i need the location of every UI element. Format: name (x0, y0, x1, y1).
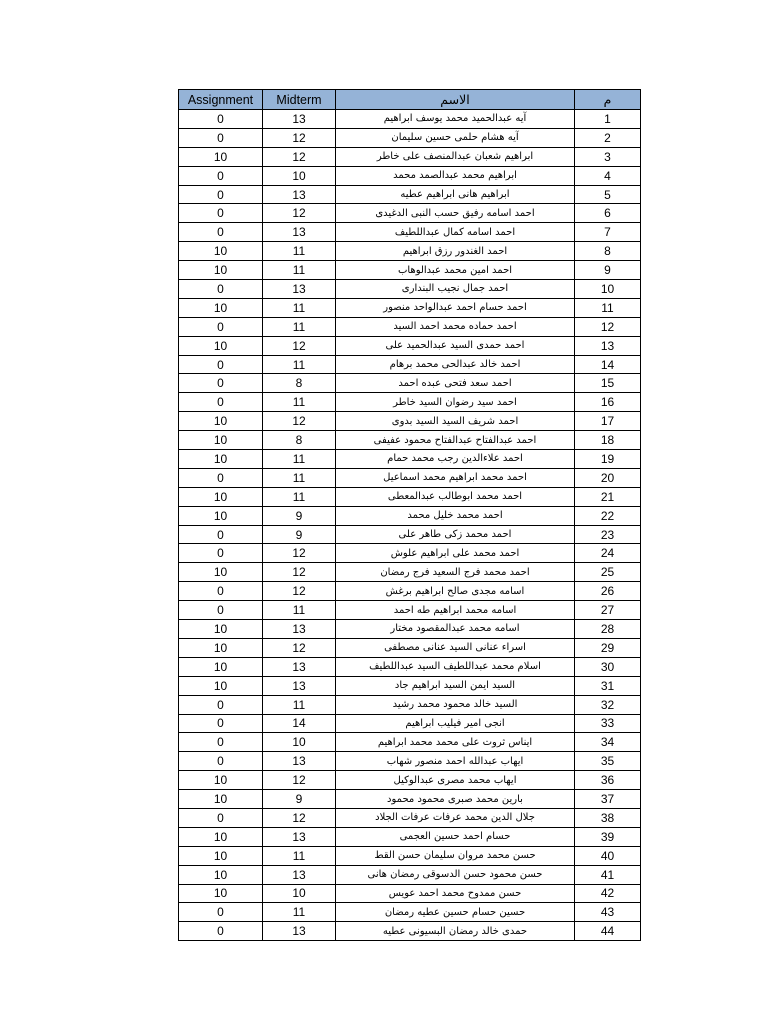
student-name-cell: احمد جمال نجيب البندارى (336, 280, 575, 299)
assignment-cell: 10 (179, 676, 263, 695)
student-name-cell: احمد علاءالدين رجب محمد حمام (336, 450, 575, 469)
student-name-cell: احمد حمدى السيد عبدالحميد على (336, 336, 575, 355)
row-number-cell: 27 (575, 601, 641, 620)
midterm-cell: 11 (263, 317, 336, 336)
table-row (179, 752, 641, 771)
assignment-cell: 0 (179, 110, 263, 129)
assignment-cell: 10 (179, 846, 263, 865)
assignment-cell: 0 (179, 185, 263, 204)
table-row (179, 110, 641, 129)
row-number-cell: 9 (575, 261, 641, 280)
student-name-cell: احمد حماده محمد احمد السيد (336, 317, 575, 336)
row-number-cell: 10 (575, 280, 641, 299)
midterm-cell: 12 (263, 204, 336, 223)
assignment-cell: 10 (179, 147, 263, 166)
assignment-cell: 10 (179, 563, 263, 582)
midterm-cell: 11 (263, 450, 336, 469)
student-name-cell: اسامه محمد عبدالمقصود مختار (336, 620, 575, 639)
table-row (179, 317, 641, 336)
row-number-cell: 41 (575, 865, 641, 884)
row-number-cell: 43 (575, 903, 641, 922)
header-number: م (575, 90, 641, 110)
row-number-cell: 17 (575, 412, 641, 431)
midterm-cell: 12 (263, 563, 336, 582)
midterm-cell: 11 (263, 355, 336, 374)
midterm-cell: 12 (263, 128, 336, 147)
assignment-cell: 0 (179, 808, 263, 827)
student-name-cell: السيد ايمن السيد ابراهيم جاد (336, 676, 575, 695)
assignment-cell: 0 (179, 752, 263, 771)
assignment-cell: 10 (179, 431, 263, 450)
table-row (179, 223, 641, 242)
grades-sheet (178, 89, 640, 941)
midterm-cell: 11 (263, 242, 336, 261)
assignment-cell: 10 (179, 620, 263, 639)
student-name-cell: احمد سيد رضوان السيد خاطر (336, 393, 575, 412)
assignment-cell: 0 (179, 903, 263, 922)
student-name-cell: آيه عبدالحميد محمد يوسف ابراهيم (336, 110, 575, 129)
row-number-cell: 44 (575, 922, 641, 941)
row-number-cell: 33 (575, 714, 641, 733)
midterm-cell: 8 (263, 431, 336, 450)
assignment-cell: 10 (179, 865, 263, 884)
table-row (179, 525, 641, 544)
table-body (179, 110, 641, 941)
row-number-cell: 19 (575, 450, 641, 469)
student-name-cell: احمد اسامه كمال عبداللطيف (336, 223, 575, 242)
assignment-cell: 0 (179, 733, 263, 752)
table-row (179, 903, 641, 922)
table-row (179, 638, 641, 657)
student-name-cell: حمدى خالد رمضان البسيونى عطيه (336, 922, 575, 941)
table-row (179, 922, 641, 941)
student-name-cell: احمد شريف السيد السيد بدوى (336, 412, 575, 431)
student-name-cell: ابراهيم محمد عبدالصمد محمد (336, 166, 575, 185)
row-number-cell: 14 (575, 355, 641, 374)
midterm-cell: 13 (263, 280, 336, 299)
student-name-cell: بارين محمد صبرى محمود محمود (336, 790, 575, 809)
table-row (179, 393, 641, 412)
student-name-cell: انجى امير فيليب ابراهيم (336, 714, 575, 733)
assignment-cell: 0 (179, 166, 263, 185)
student-name-cell: ايناس ثروت على محمد محمد ابراهيم (336, 733, 575, 752)
table-row (179, 714, 641, 733)
student-name-cell: اسامه مجدى صالح ابراهيم برغش (336, 582, 575, 601)
table-row (179, 450, 641, 469)
student-name-cell: احمد امين محمد عبدالوهاب (336, 261, 575, 280)
table-row (179, 128, 641, 147)
row-number-cell: 25 (575, 563, 641, 582)
table-row (179, 544, 641, 563)
header-midterm: Midterm (263, 90, 336, 110)
midterm-cell: 13 (263, 185, 336, 204)
assignment-cell: 0 (179, 695, 263, 714)
row-number-cell: 2 (575, 128, 641, 147)
midterm-cell: 11 (263, 695, 336, 714)
student-name-cell: احمد محمد ابوطالب عبدالمعطى (336, 487, 575, 506)
student-name-cell: احمد حسام احمد عبدالواحد منصور (336, 298, 575, 317)
student-name-cell: احمد خالد عبدالحى محمد برهام (336, 355, 575, 374)
table-row (179, 242, 641, 261)
table-row (179, 412, 641, 431)
row-number-cell: 21 (575, 487, 641, 506)
midterm-cell: 13 (263, 657, 336, 676)
midterm-cell: 13 (263, 676, 336, 695)
midterm-cell: 10 (263, 733, 336, 752)
table-row (179, 676, 641, 695)
midterm-cell: 12 (263, 771, 336, 790)
row-number-cell: 32 (575, 695, 641, 714)
assignment-cell: 10 (179, 884, 263, 903)
midterm-cell: 13 (263, 752, 336, 771)
assignment-cell: 10 (179, 412, 263, 431)
midterm-cell: 11 (263, 903, 336, 922)
assignment-cell: 10 (179, 790, 263, 809)
midterm-cell: 13 (263, 223, 336, 242)
table-row (179, 695, 641, 714)
table-row (179, 374, 641, 393)
table-row (179, 185, 641, 204)
row-number-cell: 26 (575, 582, 641, 601)
row-number-cell: 28 (575, 620, 641, 639)
assignment-cell: 10 (179, 336, 263, 355)
table-row (179, 790, 641, 809)
row-number-cell: 30 (575, 657, 641, 676)
midterm-cell: 11 (263, 393, 336, 412)
assignment-cell: 0 (179, 355, 263, 374)
assignment-cell: 0 (179, 544, 263, 563)
assignment-cell: 0 (179, 223, 263, 242)
table-row (179, 355, 641, 374)
midterm-cell: 13 (263, 110, 336, 129)
assignment-cell: 0 (179, 922, 263, 941)
assignment-cell: 0 (179, 374, 263, 393)
assignment-cell: 0 (179, 714, 263, 733)
row-number-cell: 12 (575, 317, 641, 336)
row-number-cell: 24 (575, 544, 641, 563)
assignment-cell: 10 (179, 771, 263, 790)
student-name-cell: اسامه محمد ابراهيم طه احمد (336, 601, 575, 620)
table-row (179, 431, 641, 450)
student-name-cell: ايهاب عبدالله احمد منصور شهاب (336, 752, 575, 771)
midterm-cell: 12 (263, 336, 336, 355)
row-number-cell: 37 (575, 790, 641, 809)
assignment-cell: 0 (179, 582, 263, 601)
assignment-cell: 10 (179, 638, 263, 657)
table-row (179, 468, 641, 487)
row-number-cell: 6 (575, 204, 641, 223)
table-row (179, 261, 641, 280)
header-row (179, 90, 641, 110)
table-row (179, 563, 641, 582)
header-name: الاسم (336, 90, 575, 110)
student-name-cell: حسن محمد مروان سليمان حسن القط (336, 846, 575, 865)
student-name-cell: احمد محمد على ابراهيم علوش (336, 544, 575, 563)
student-name-cell: حسن ممدوح محمد احمد عويس (336, 884, 575, 903)
row-number-cell: 40 (575, 846, 641, 865)
table-row (179, 166, 641, 185)
table-row (179, 336, 641, 355)
assignment-cell: 0 (179, 393, 263, 412)
student-name-cell: ايهاب محمد مصرى عبدالوكيل (336, 771, 575, 790)
table-row (179, 733, 641, 752)
row-number-cell: 35 (575, 752, 641, 771)
student-name-cell: جلال الدين محمد عرفات عرفات الجلاد (336, 808, 575, 827)
table-row (179, 487, 641, 506)
midterm-cell: 13 (263, 865, 336, 884)
midterm-cell: 12 (263, 147, 336, 166)
assignment-cell: 10 (179, 657, 263, 676)
table-row (179, 808, 641, 827)
row-number-cell: 20 (575, 468, 641, 487)
midterm-cell: 11 (263, 261, 336, 280)
table-row (179, 204, 641, 223)
row-number-cell: 18 (575, 431, 641, 450)
student-name-cell: احمد عبدالفتاح عبدالفتاح محمود عفيفى (336, 431, 575, 450)
midterm-cell: 12 (263, 412, 336, 431)
assignment-cell: 0 (179, 280, 263, 299)
row-number-cell: 29 (575, 638, 641, 657)
assignment-cell: 10 (179, 261, 263, 280)
student-name-cell: احمد اسامه رفيق حسب النبى الدغيدى (336, 204, 575, 223)
midterm-cell: 8 (263, 374, 336, 393)
table-row (179, 771, 641, 790)
student-name-cell: السيد خالد محمود محمد رشيد (336, 695, 575, 714)
assignment-cell: 0 (179, 601, 263, 620)
midterm-cell: 9 (263, 506, 336, 525)
row-number-cell: 3 (575, 147, 641, 166)
student-name-cell: احمد محمد زكى طاهر على (336, 525, 575, 544)
row-number-cell: 8 (575, 242, 641, 261)
row-number-cell: 5 (575, 185, 641, 204)
row-number-cell: 1 (575, 110, 641, 129)
student-name-cell: احمد محمد فرج السعيد فرج رمضان (336, 563, 575, 582)
assignment-cell: 0 (179, 204, 263, 223)
midterm-cell: 13 (263, 827, 336, 846)
assignment-cell: 10 (179, 450, 263, 469)
assignment-cell: 10 (179, 298, 263, 317)
assignment-cell: 10 (179, 506, 263, 525)
midterm-cell: 13 (263, 922, 336, 941)
student-name-cell: آيه هشام حلمى حسين سليمان (336, 128, 575, 147)
table-row (179, 601, 641, 620)
table-row (179, 865, 641, 884)
midterm-cell: 11 (263, 487, 336, 506)
midterm-cell: 12 (263, 544, 336, 563)
student-name-cell: احمد محمد خليل محمد (336, 506, 575, 525)
midterm-cell: 12 (263, 582, 336, 601)
midterm-cell: 11 (263, 298, 336, 317)
midterm-cell: 13 (263, 620, 336, 639)
student-name-cell: حسن محمود حسن الدسوقى رمضان هانى (336, 865, 575, 884)
midterm-cell: 12 (263, 638, 336, 657)
row-number-cell: 11 (575, 298, 641, 317)
grades-table (178, 89, 641, 941)
student-name-cell: احمد محمد ابراهيم محمد اسماعيل (336, 468, 575, 487)
assignment-cell: 10 (179, 827, 263, 846)
student-name-cell: حسام احمد حسين العجمى (336, 827, 575, 846)
table-row (179, 582, 641, 601)
table-row (179, 147, 641, 166)
row-number-cell: 34 (575, 733, 641, 752)
table-row (179, 657, 641, 676)
assignment-cell: 10 (179, 487, 263, 506)
assignment-cell: 0 (179, 468, 263, 487)
midterm-cell: 11 (263, 601, 336, 620)
header-assignment: Assignment (179, 90, 263, 110)
assignment-cell: 0 (179, 317, 263, 336)
midterm-cell: 9 (263, 525, 336, 544)
row-number-cell: 36 (575, 771, 641, 790)
midterm-cell: 9 (263, 790, 336, 809)
table-row (179, 827, 641, 846)
row-number-cell: 13 (575, 336, 641, 355)
student-name-cell: احمد الغندور رزق ابراهيم (336, 242, 575, 261)
row-number-cell: 16 (575, 393, 641, 412)
table-row (179, 620, 641, 639)
table-row (179, 846, 641, 865)
midterm-cell: 10 (263, 884, 336, 903)
assignment-cell: 10 (179, 242, 263, 261)
row-number-cell: 22 (575, 506, 641, 525)
row-number-cell: 7 (575, 223, 641, 242)
table-row (179, 506, 641, 525)
row-number-cell: 42 (575, 884, 641, 903)
row-number-cell: 4 (575, 166, 641, 185)
row-number-cell: 39 (575, 827, 641, 846)
midterm-cell: 12 (263, 808, 336, 827)
assignment-cell: 0 (179, 128, 263, 147)
student-name-cell: ابراهيم هانى ابراهيم عطيه (336, 185, 575, 204)
table-row (179, 280, 641, 299)
student-name-cell: اسراء عنانى السيد عنانى مصطفى (336, 638, 575, 657)
midterm-cell: 11 (263, 468, 336, 487)
student-name-cell: احمد سعد فتحى عبده احمد (336, 374, 575, 393)
student-name-cell: اسلام محمد عبداللطيف السيد عبداللطيف (336, 657, 575, 676)
row-number-cell: 15 (575, 374, 641, 393)
student-name-cell: ابراهيم شعبان عبدالمنصف على خاطر (336, 147, 575, 166)
row-number-cell: 38 (575, 808, 641, 827)
midterm-cell: 10 (263, 166, 336, 185)
student-name-cell: حسين حسام حسين عطيه رمضان (336, 903, 575, 922)
midterm-cell: 11 (263, 846, 336, 865)
table-row (179, 884, 641, 903)
assignment-cell: 0 (179, 525, 263, 544)
row-number-cell: 31 (575, 676, 641, 695)
midterm-cell: 14 (263, 714, 336, 733)
table-row (179, 298, 641, 317)
row-number-cell: 23 (575, 525, 641, 544)
